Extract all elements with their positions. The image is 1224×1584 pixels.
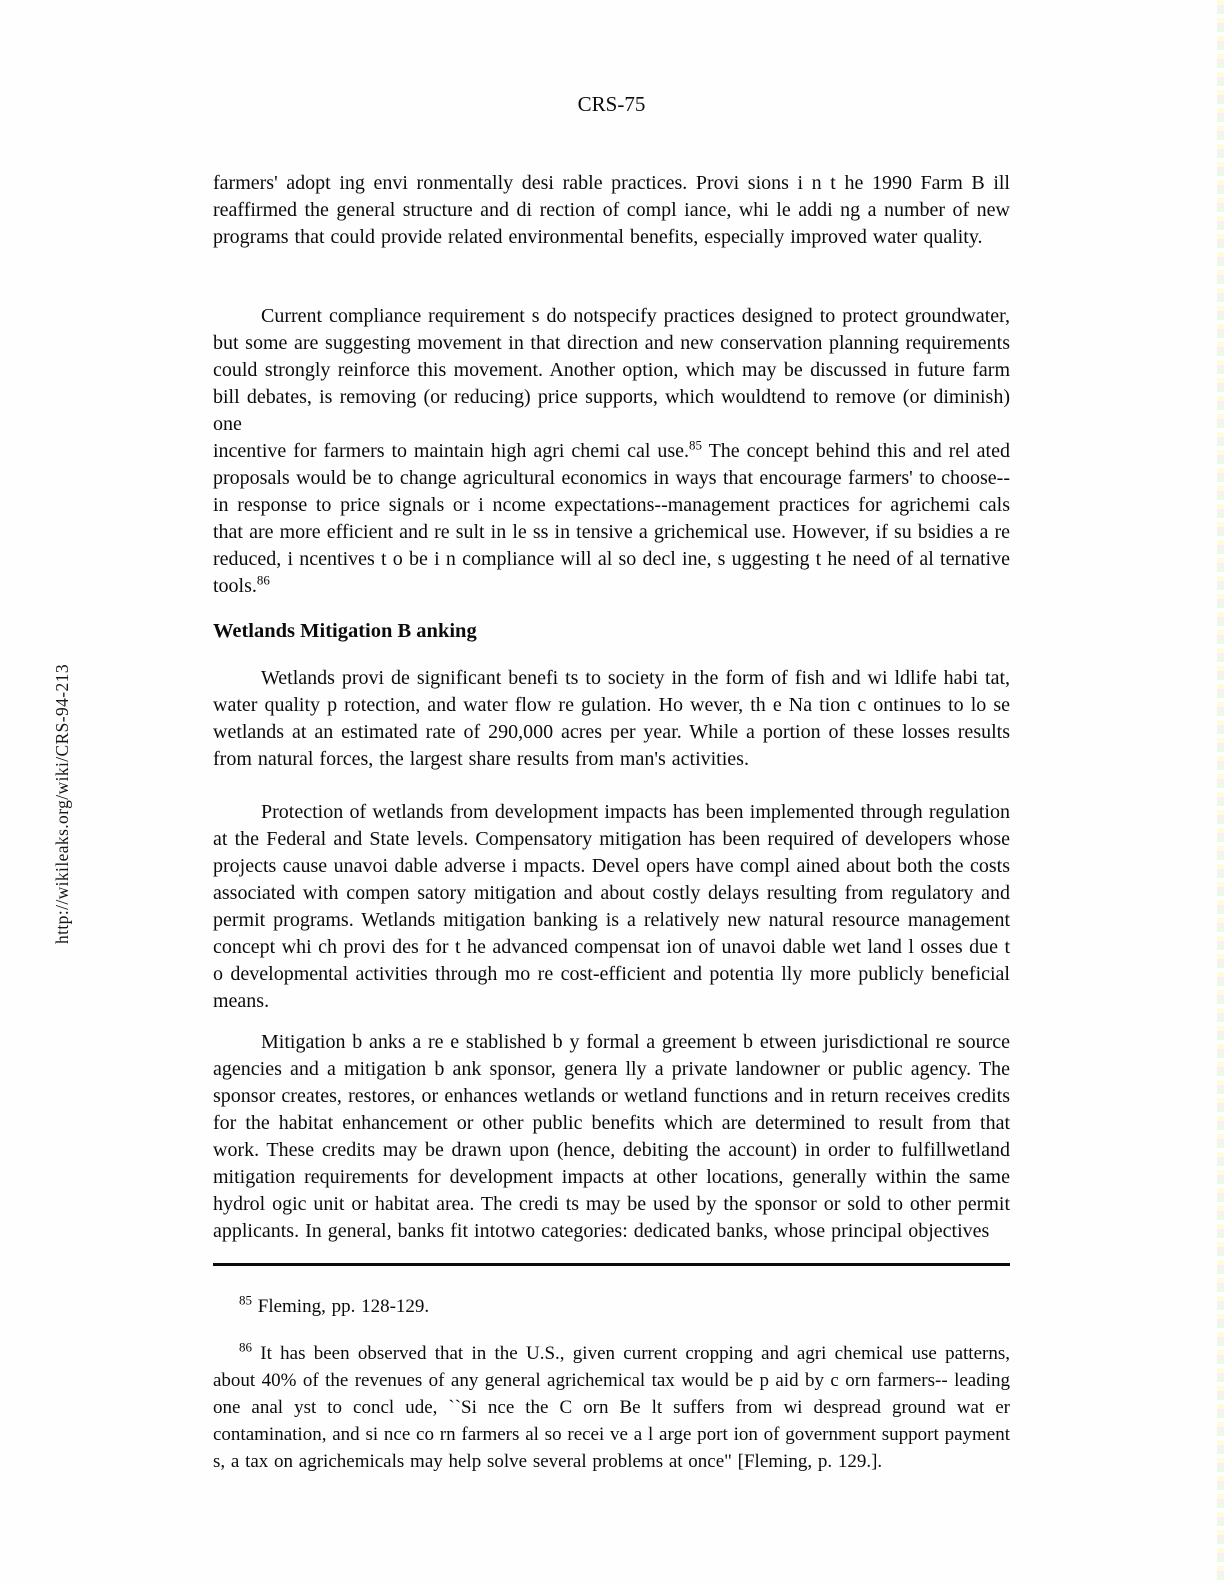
footnote-86 bbox=[213, 1340, 1010, 1475]
paragraph-mitigation-banks: Mitigation b anks a re e stablished b y formal a greement b etween jurisdictional re source agencies and a mitigation b ank sponsor, genera lly a private landowner or public agency. The sponsor creates, restores, or enhances wetlands or wetland functions and in return receives credits for the habitat enhancement or other public benefits which are determined to result from that work. These credits may be drawn upon (hence, debiting the account) in order to fulfillwetland mitigation requirements for development impacts at other locations, generally within the same hydrol ogic unit or habitat area. The credi ts may be used by the sponsor or sold to other permit applicants. In general, banks fit intotwo categories: dedicated banks, whose principal objectives bbox=[213, 1031, 1010, 1242]
paragraph-compliance: Current compliance requirement s do notspecify practices designed to protect groundwater, but some are suggesting movement in that direction and new conservation planning requirements could strongly reinforce this movement. Another option, which may be discussed in future farm bill debates, is removing (or reducing) price supports, which wouldtend to remove (or diminish) one bbox=[213, 305, 1010, 435]
section-heading-wetlands-mitigation-banking: Wetlands Mitigation B anking bbox=[213, 620, 477, 642]
footnote-85 bbox=[213, 1293, 1010, 1320]
paragraph-farm-bill: farmers' adopt ing envi ronmentally desi rable practices. Provi sions i n t he 1990 Farm B ill reaffirmed the general structure and di rection of compl iance, whi le addi ng a number of new programs that could provide related environmental benefits, especially improved water quality. bbox=[213, 172, 1010, 248]
text-column bbox=[213, 0, 1010, 1475]
footnote-85-text: Fleming, pp. 128-129. bbox=[252, 1296, 430, 1317]
page-number-header: CRS-75 bbox=[577, 92, 646, 116]
footnote-86-marker: 86 bbox=[239, 1339, 252, 1355]
paragraph-wetlands-protection: Protection of wetlands from development impacts has been implemented through regulation at the Federal and State levels. Compensatory mitigation has been required of developers whose projects cause unavoi dable adverse i mpacts. Devel opers have compl ained about both the costs associated with compen satory mitigation and about costly delays resulting from regulatory and permit programs. Wetlands mitigation banking is a relatively new natural resource management concept whi ch provi des for t he advanced compensat ion of unavoi dable wet land l osses due t o developmental activities through mo re cost-efficient and potentia lly more publicly beneficial means. bbox=[213, 801, 1010, 1012]
paragraph-incentives-text-2: The concept behind this and rel ated proposals would be to change agricultural economics in ways that encourage farmers' to choose-- in response to price signals or i ncome expectations--management practices for agrichemi cals that are more efficient and re sult in le ss in tensive a grichemical use. However, if su bsidies a re reduced, i ncentives t o be i n compliance will al so decl ine, s uggesting t he need of al ternative tools. bbox=[213, 440, 1010, 597]
paragraph-wetlands-benefits: Wetlands provi de significant benefi ts to society in the form of fish and wi ldlife habi tat, water quality p rotection, and water flow re gulation. Ho wever, th e Na tion c ontinues to lo se wetlands at an estimated rate of 290,000 acres per year. While a portion of these losses results from natural forces, the largest share results from man's activities. bbox=[213, 667, 1010, 770]
scan-edge-texture bbox=[1217, 0, 1224, 1584]
footnote-ref-86: 86 bbox=[256, 572, 270, 588]
paragraph-incentives-text-1: incentive for farmers to maintain high agri chemi cal use. bbox=[213, 440, 690, 462]
paragraph-incentives bbox=[213, 438, 1010, 600]
footnote-ref-85: 85 bbox=[689, 437, 703, 453]
footnote-86-text: It has been observed that in the U.S., given current cropping and agri chemical use patterns, about 40% of the revenues of any general agrichemical tax would be p aid by c orn farmers-- leading one anal yst to concl ude, ``Si nce the C orn Be lt suffers from wi despread ground wat er contamination, and si nce co rn farmers al so recei ve a l arge port ion of government support payment s, a tax on agrichemicals may help solve several problems at once" [Fleming, p. 129.]. bbox=[213, 1343, 1010, 1472]
wikileaks-url-watermark: http://wikileaks.org/wiki/CRS-94-213 bbox=[52, 664, 72, 944]
footnote-separator-rule bbox=[213, 1263, 1010, 1266]
footnote-85-marker: 85 bbox=[239, 1292, 252, 1308]
